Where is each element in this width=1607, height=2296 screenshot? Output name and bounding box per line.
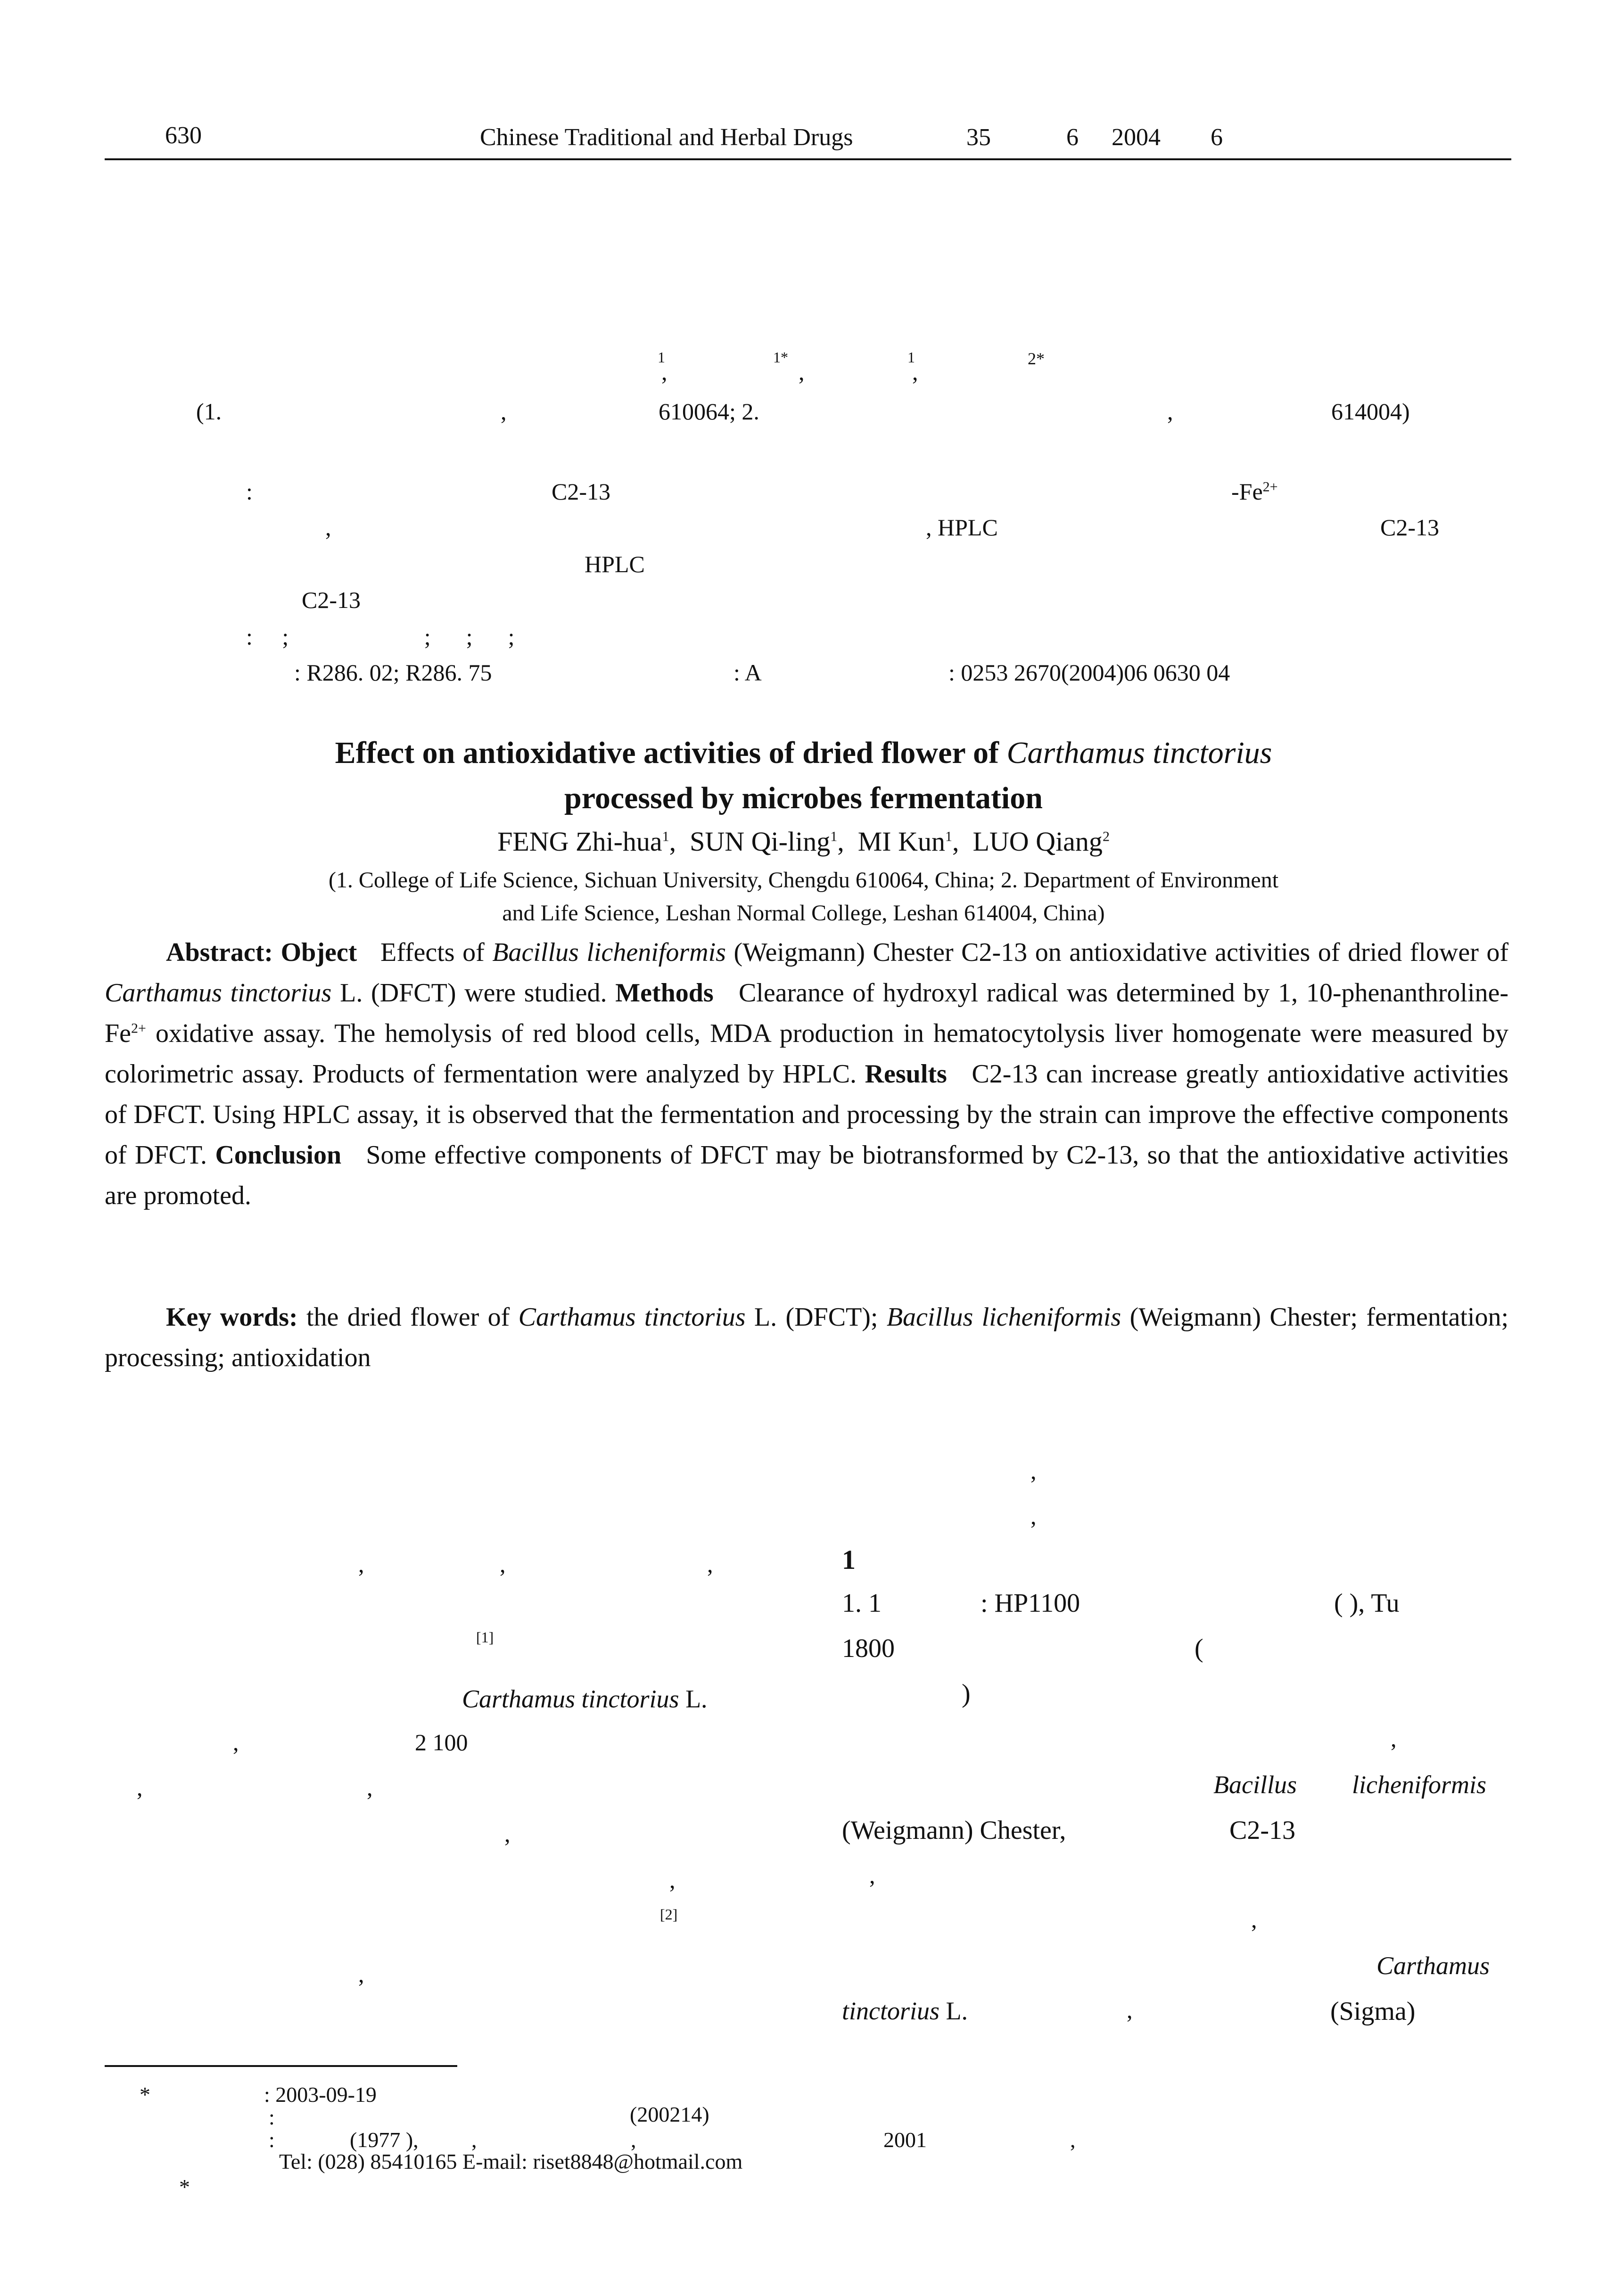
open-paren: (	[1195, 1634, 1203, 1663]
english-title-species: Carthamus tinctorius	[1006, 736, 1272, 770]
cn-article-id: : 0253 2670(2004)06 0630 04	[948, 659, 1230, 686]
cn-abstract-strain3: C2-13	[302, 587, 361, 613]
footnote-comma-1: ,	[471, 2128, 477, 2152]
footnote-birth: (1977 ),	[350, 2128, 419, 2152]
cn-affil-comma: ,	[501, 398, 507, 425]
results-label: Results	[865, 1059, 947, 1089]
journal-month: 6	[1211, 124, 1223, 151]
body-left-species-suffix: L.	[685, 1685, 708, 1713]
english-title-bold: Effect on antioxidative activities of dried flower of	[335, 736, 999, 770]
cn-affil-zip2: 614004)	[1331, 398, 1410, 425]
cn-fe-sup: 2+	[1262, 479, 1278, 495]
page-number: 630	[165, 122, 202, 149]
footnote-received: : 2003-09-19	[264, 2083, 377, 2107]
author-comma-3: ,	[912, 359, 918, 385]
english-abstract	[105, 932, 1508, 1216]
object-text-b: (Weigmann) Chester C2-13 on antioxidative activities of dried flower of	[733, 938, 1509, 967]
cn-class-codes: : R286. 02; R286. 75	[294, 659, 492, 686]
journal-volume: 35	[966, 124, 991, 151]
cn-abstract-hplc2: HPLC	[585, 551, 645, 577]
author-4	[972, 826, 1109, 857]
author-mark-1: 1	[658, 349, 665, 366]
author-1-mark: 1	[662, 828, 669, 845]
cn-affil-open: (1.	[196, 398, 222, 425]
methods-label: Methods	[615, 978, 714, 1008]
author-mark-4: 2*	[1028, 349, 1045, 368]
keywords-c: (Weigmann) Chester; fermentation; processing; antioxidation	[105, 1303, 1509, 1372]
footnote-comma-3: ,	[1070, 2128, 1076, 2152]
author-3-name: MI Kun	[857, 826, 945, 857]
footnote-star-2: *	[179, 2175, 190, 2199]
body-left-comma-6: ,	[367, 1774, 373, 1801]
author-2-mark: 1	[830, 828, 838, 845]
author-3-mark: 1	[945, 828, 952, 845]
english-keywords	[105, 1297, 1508, 1378]
methods-sup: 2+	[131, 1020, 146, 1036]
journal-year: 2004	[1112, 124, 1161, 151]
body-left-comma-4: ,	[233, 1729, 239, 1755]
author-1	[497, 826, 669, 857]
cn-abstract-colon: :	[246, 478, 253, 505]
body-left-comma-8: ,	[669, 1867, 676, 1893]
footnote-star: *	[140, 2083, 150, 2107]
body-right-comma-5: ,	[1251, 1906, 1257, 1933]
cn-abstract-strain2: C2-13	[1380, 514, 1439, 541]
author-comma-1: ,	[661, 359, 668, 385]
species-bacillus: Bacillus	[1213, 1771, 1297, 1799]
body-right-comma-1: ,	[1030, 1458, 1037, 1484]
cn-abstract-hplc1: , HPLC	[926, 514, 998, 541]
body-left-commas-2: ,	[500, 1551, 506, 1577]
body-right-comma-6: ,	[1127, 1997, 1133, 2023]
author-mark-2: 1*	[773, 349, 788, 366]
abstract-label: Abstract:	[166, 938, 273, 967]
close-paren: )	[962, 1679, 971, 1708]
header-rule	[105, 158, 1511, 160]
body-left-species-name: Carthamus tinctorius	[462, 1685, 679, 1713]
strain-line: (Weigmann) Chester,	[842, 1816, 1066, 1845]
species-carthamus: Carthamus	[1376, 1952, 1490, 1980]
species-tinctorius: tinctorius	[842, 1997, 940, 2025]
body-left-comma-7: ,	[504, 1820, 511, 1847]
instrument-1: : HP1100	[981, 1589, 1080, 1618]
conclusion-text: Some effective components of DFCT may be biotransformed by C2-13, so that the antioxidative activities are promoted.	[105, 1140, 1509, 1210]
object-text-c: L. (DFCT) were studied.	[340, 978, 607, 1008]
strain-name: C2-13	[1229, 1816, 1295, 1845]
object-species-2: Carthamus tinctorius	[105, 978, 332, 1008]
methods-text-a: Clearance of hydroxyl radical was determined by 1, 10-phenanthroline-Fe	[105, 978, 1509, 1048]
cn-doc-code: : A	[733, 659, 762, 686]
cn-keywords-sep: : ; ; ; ;	[246, 623, 515, 650]
cn-abstract-comma: ,	[325, 514, 331, 541]
journal-issue: 6	[1066, 124, 1079, 151]
instrument-paren: ( ), Tu	[1334, 1589, 1400, 1618]
conclusion-label: Conclusion	[215, 1140, 342, 1170]
author-mark-3: 1	[907, 349, 915, 366]
methods-text-b: oxidative assay. The hemolysis of red blood cells, MDA production in hematocytolysis liver homogenate were measured by colorimetric assay. Products of fermentation were analyzed by HPLC.	[105, 1019, 1509, 1089]
cn-fe-text: -Fe	[1231, 478, 1263, 505]
cn-affil-comma2: ,	[1167, 398, 1173, 425]
english-affiliation-1: (1. College of Life Science, Sichuan University, Chengdu 610064, China; 2. Department of Environment	[328, 868, 1279, 893]
body-left-commas-1: ,	[358, 1551, 364, 1577]
author-4-mark: 2	[1102, 828, 1110, 845]
body-right-comma-4: ,	[869, 1862, 875, 1888]
body-left-number: 2 100	[415, 1729, 468, 1755]
results-text: C2-13 can increase greatly antioxidative activities of DFCT. Using HPLC assay, it is observed that the fermentation and processing by the strain can improve the effective components of DFCT.	[105, 1059, 1509, 1170]
author-2-name: SUN Qi-ling	[690, 826, 831, 857]
keywords-species: Carthamus tinctorius	[518, 1303, 746, 1332]
english-authors: FENG Zhi-hua$^1$, SUN Qi-ling$^1$, MI Kun$^1$, LUO Qiang$^2$	[497, 826, 1110, 857]
body-left-ref-1: [1]	[476, 1629, 494, 1646]
english-title-line-1	[0, 735, 1607, 771]
footnote-contact: Tel: (028) 85410165 E-mail: riset8848@hotmail.com	[279, 2149, 743, 2173]
english-affiliation-2: and Life Science, Leshan Normal College, Leshan 614004, China)	[502, 901, 1105, 926]
species-licheniformis: licheniformis	[1352, 1771, 1486, 1799]
author-2	[690, 826, 837, 857]
cn-abstract-strain: C2-13	[552, 478, 610, 505]
body-left-species	[462, 1684, 708, 1714]
footnote-rule	[105, 2065, 457, 2067]
body-right-comma-3: ,	[1391, 1725, 1397, 1752]
body-right-comma-2: ,	[1030, 1503, 1037, 1529]
cn-abstract-fe	[1231, 478, 1278, 505]
author-3	[858, 826, 952, 857]
instrument-2: 1800	[842, 1634, 895, 1663]
object-label: Object	[280, 938, 357, 967]
species-tinctorius-suffix: L.	[946, 1997, 968, 2025]
body-left-comma-5: ,	[137, 1774, 143, 1801]
subsection-1-1-number: 1. 1	[842, 1589, 882, 1618]
keywords-label: Key words:	[166, 1303, 298, 1332]
footnote-colon-1: :	[269, 2105, 275, 2129]
footnote-year: 2001	[883, 2128, 927, 2152]
english-title-line-2: processed by microbes fermentation	[564, 781, 1043, 815]
body-left-commas-3: ,	[707, 1551, 713, 1577]
object-species: Bacillus licheniformis	[492, 938, 726, 967]
keywords-species-2: Bacillus licheniformis	[886, 1303, 1121, 1332]
sigma-label: (Sigma)	[1330, 1997, 1416, 2026]
section-1-number: 1	[842, 1544, 856, 1575]
journal-name: Chinese Traditional and Herbal Drugs	[480, 124, 853, 151]
object-text-a: Effects of	[380, 938, 485, 967]
footnote-comma-2: ,	[631, 2128, 636, 2152]
body-left-ref-2: [2]	[660, 1906, 678, 1923]
keywords-a: the dried flower of	[306, 1303, 510, 1332]
body-left-comma-9: ,	[358, 1961, 364, 1987]
cn-affil-zip1: 610064; 2.	[659, 398, 759, 425]
species-tinctorius-line	[842, 1996, 968, 2025]
author-4-name: LUO Qiang	[972, 826, 1103, 857]
author-1-name: FENG Zhi-hua	[497, 826, 662, 857]
author-comma-2: ,	[799, 359, 805, 385]
keywords-b: L. (DFCT);	[754, 1303, 878, 1332]
footnote-grant: (200214)	[630, 2102, 709, 2126]
footnote-colon-2: :	[269, 2128, 275, 2152]
